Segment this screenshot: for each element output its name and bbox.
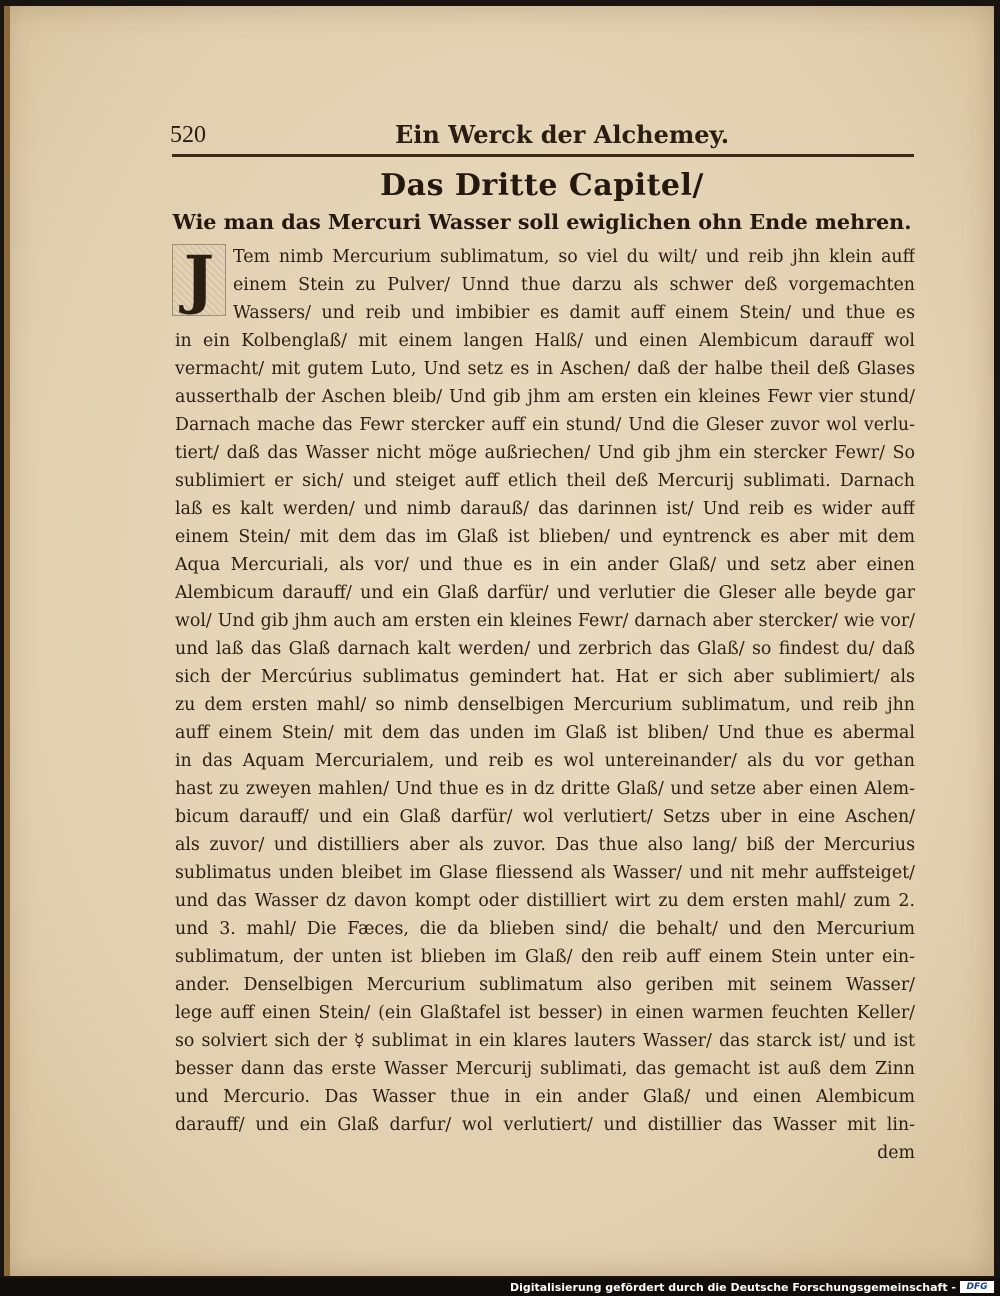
catchword: dem — [877, 1143, 915, 1163]
text-line: und laß das Glaß darnach kalt werden/ und zerbrich das Glaß/ so findest du/ daß — [175, 639, 915, 659]
page-edge — [4, 6, 10, 1276]
text-line: einem Stein zu Pulver/ Unnd thue darzu als schwer deß vorgemachten — [233, 275, 915, 295]
text-line: und 3. mahl/ Die Fæces, die da blieben sind/ die behalt/ und den Mercurium — [175, 919, 915, 939]
text-line: lege auff einen Stein/ (ein Glaßtafel ist besser) in einen warmen feuchten Keller/ — [175, 1003, 915, 1023]
text-line: ander. Denselbigen Mercurium sublimatum also geriben mit seinem Wasser/ — [175, 975, 915, 995]
chapter-subtitle: Wie man das Mercuri Wasser soll ewiglichen ohn Ende mehren. — [172, 210, 912, 234]
text-line: ausserthalb der Aschen bleib/ Und gib jhm am ersten ein kleines Fewr vier stund/ — [175, 387, 915, 407]
text-line: besser dann das erste Wasser Mercurij sublimati, das gemacht ist auß dem Zinn — [175, 1059, 915, 1079]
text-line: wol/ Und gib jhm auch am ersten ein kleines Fewr/ darnach aber stercker/ wie vor/ — [175, 611, 915, 631]
text-line: laß es kalt werden/ und nimb darauß/ das darinnen ist/ Und reib es wider auff — [175, 499, 915, 519]
chapter-title: Das Dritte Capitel/ — [380, 168, 704, 203]
text-line: hast zu zweyen mahlen/ Und thue es in dz dritte Glaß/ und setze aber einen Alem- — [175, 779, 915, 799]
text-line: sublimatum, der unten ist blieben im Glaß/ den reib auff einem Stein unter ein- — [175, 947, 915, 967]
text-line: in ein Kolbenglaß/ mit einem langen Halß/ und einen Alembicum darauff wol — [175, 331, 915, 351]
page-header — [170, 120, 915, 152]
body-text — [175, 243, 915, 1167]
text-line: sich der Mercúrius sublimatus gemindert hat. Hat er sich aber sublimiert/ als — [175, 667, 915, 687]
dfg-logo: DFG — [960, 1281, 994, 1293]
text-line: Aqua Mercuriali, als vor/ und thue es in ein ander Glaß/ und setz aber einen — [175, 555, 915, 575]
text-line: und das Wasser dz davon kompt oder distilliert wirt zu dem ersten mahl/ zum 2. — [175, 891, 915, 911]
text-line: tiert/ daß das Wasser nicht möge außriechen/ Und gib jhm ein stercker Fewr/ So — [175, 443, 915, 463]
text-line: vermacht/ mit gutem Luto, Und setz es in Aschen/ daß der halbe theil deß Glases — [175, 359, 915, 379]
text-line: und Mercurio. Das Wasser thue in ein ander Glaß/ und einen Alembicum — [175, 1087, 915, 1107]
text-line: auff einem Stein/ mit dem das unden im Glaß ist bliben/ Und thue es abermal — [175, 723, 915, 743]
header-rule — [172, 154, 914, 157]
text-line: bicum darauff/ und ein Glaß darfür/ wol verlutiert/ Setzs uber in eine Aschen/ — [175, 807, 915, 827]
text-line: zu dem ersten mahl/ so nimb denselbigen Mercurium sublimatum, und reib jhn — [175, 695, 915, 715]
text-line: sublimiert er sich/ und steiget auff etlich theil deß Mercurij sublimati. Darnach — [175, 471, 915, 491]
text-line: in das Aquam Mercurialem, und reib es wol untereinander/ als du vor gethan — [175, 751, 915, 771]
text-line: so solviert sich der ☿ sublimat in ein klares lauters Wasser/ das starck ist/ und ist — [175, 1031, 915, 1051]
text-line: einem Stein/ mit dem das im Glaß ist blieben/ und eyntrenck es aber mit dem — [175, 527, 915, 547]
text-line: Alembicum darauff/ und ein Glaß darfür/ und verlutier die Gleser alle beyde gar — [175, 583, 915, 603]
page-number: 520 — [170, 122, 206, 148]
text-line: Tem nimb Mercurium sublimatum, so viel du wilt/ und reib jhn klein auff — [233, 247, 915, 267]
drop-cap-initial: J — [172, 244, 226, 316]
funding-credit: Digitalisierung gefördert durch die Deutsche Forschungsgemeinschaft - — [509, 1281, 956, 1294]
text-line: sublimatus unden bleibet im Glase fliessend als Wasser/ und nit mehr auffsteiget/ — [175, 863, 915, 883]
text-line: Wassers/ und reib und imbibier es damit auff einem Stein/ und thue es — [233, 303, 915, 323]
text-line: Darnach mache das Fewr stercker auff ein stund/ Und die Gleser zuvor wol verlu- — [175, 415, 915, 435]
running-head: Ein Werck der Alchemey. — [395, 120, 730, 149]
text-line: als zuvor/ und distilliers aber als zuvor. Das thue also lang/ biß der Mercurius — [175, 835, 915, 855]
text-line: darauff/ und ein Glaß darfur/ wol verlutiert/ und distillier das Wasser mit lin- — [175, 1115, 915, 1135]
